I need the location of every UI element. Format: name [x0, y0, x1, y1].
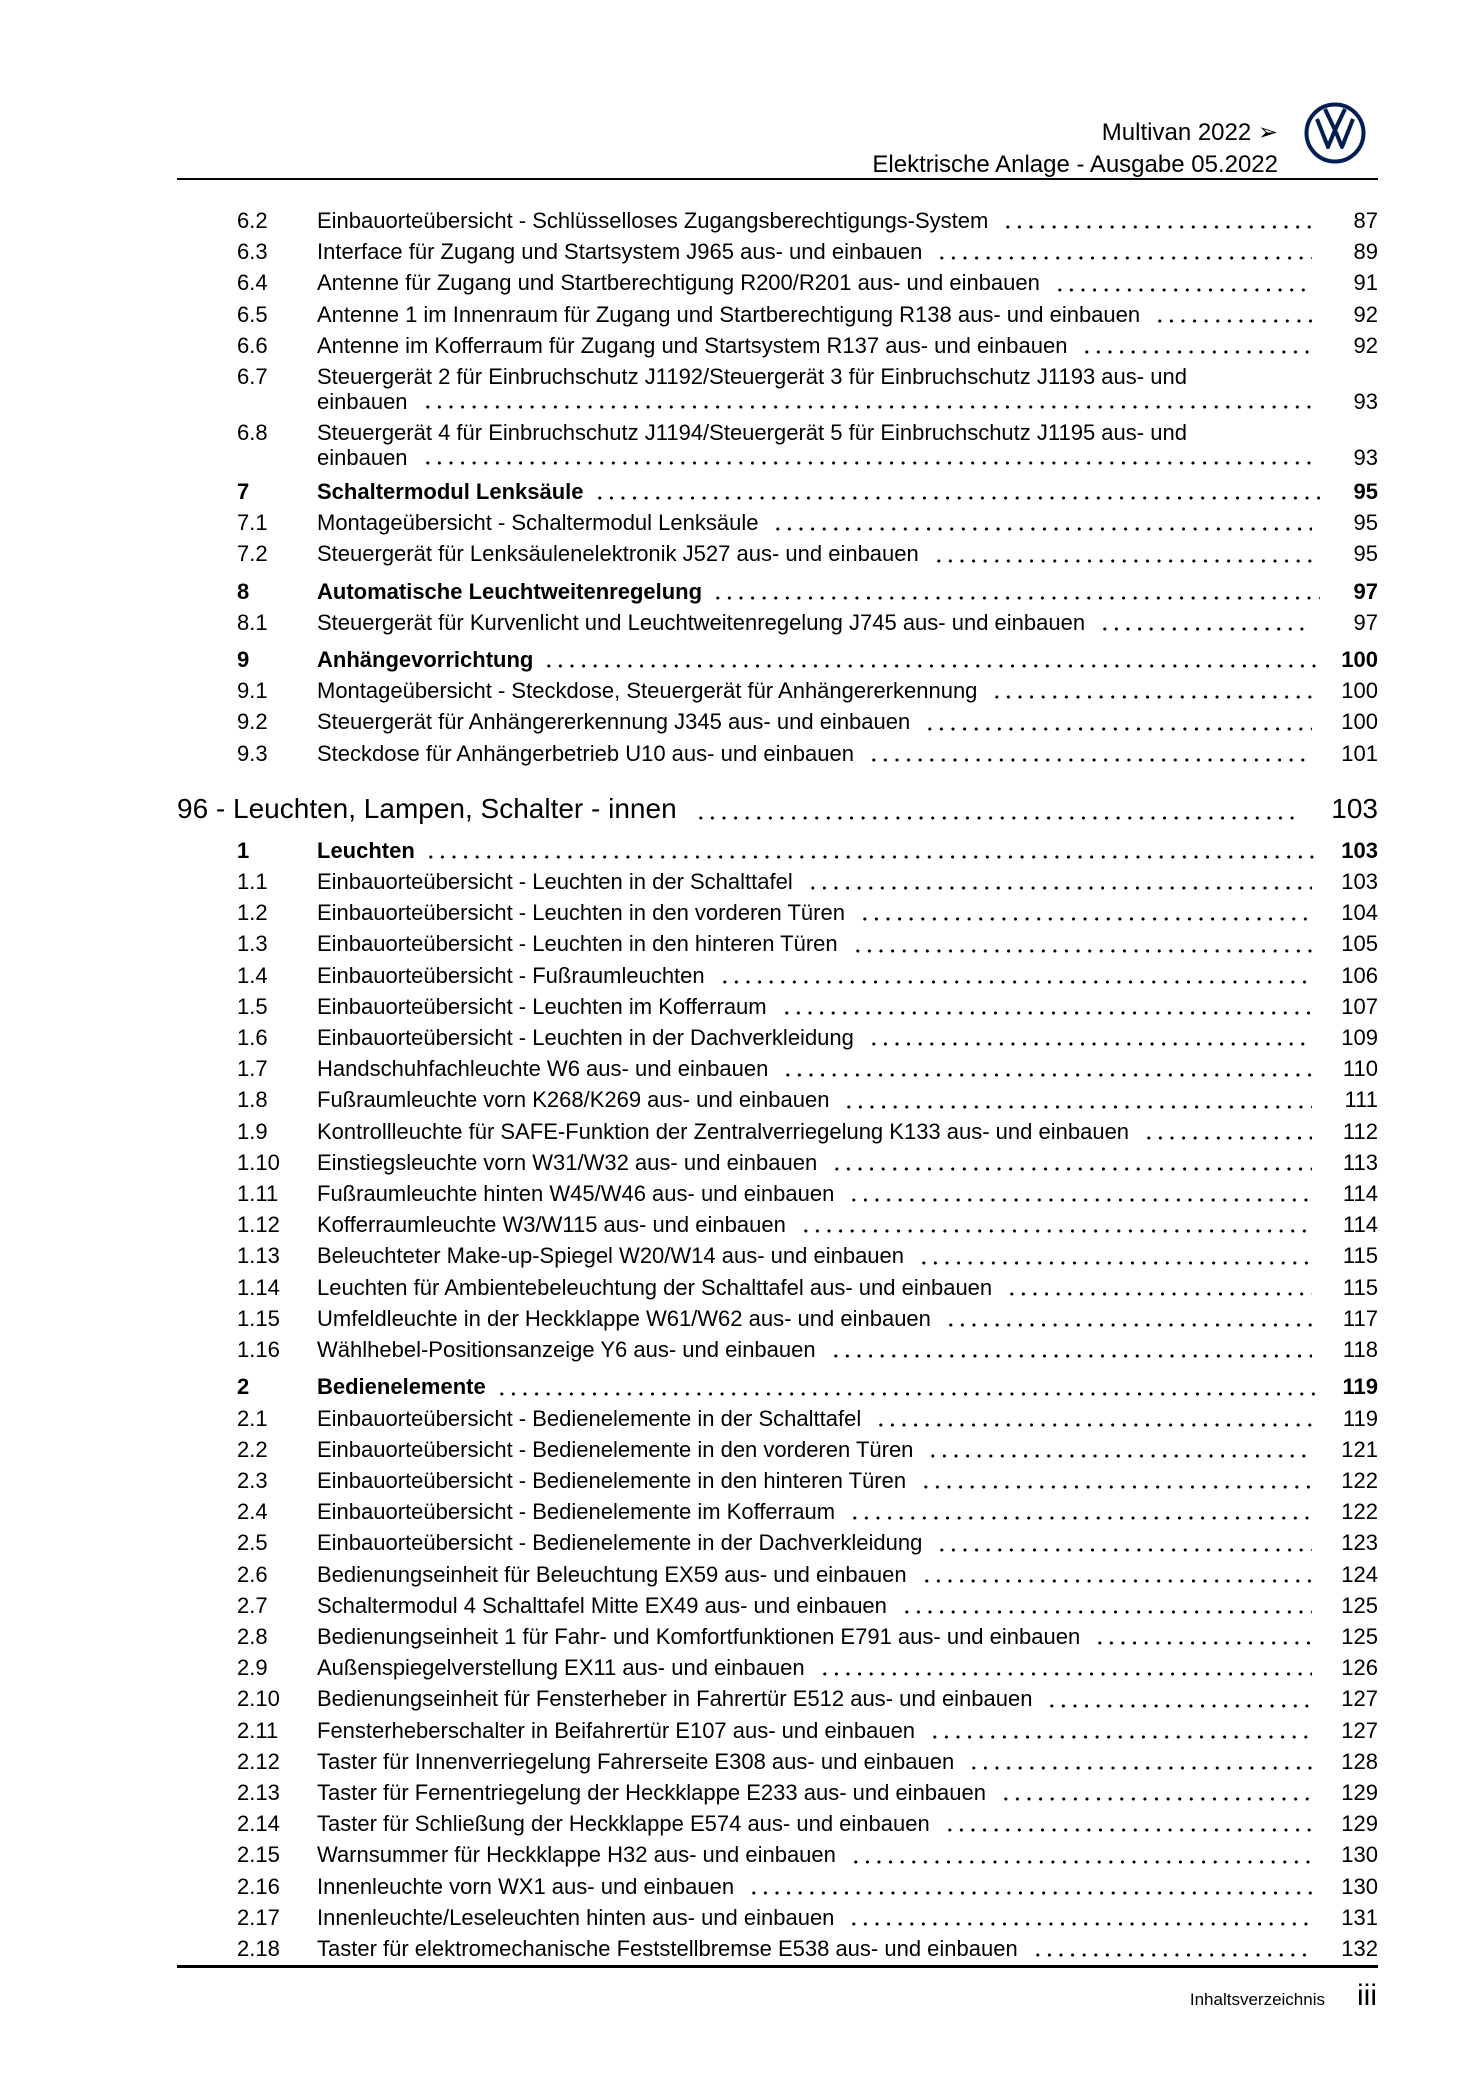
- entry-number: 1.6: [237, 1025, 268, 1051]
- entry-page: 121: [1341, 1436, 1378, 1462]
- entry-page: 130: [1341, 1842, 1378, 1868]
- entry-page: 126: [1341, 1655, 1378, 1681]
- entry-title: Bedienungseinheit für Fensterheber in Fahrertür E512 aus- und einbauen: [317, 1686, 1033, 1712]
- entry-title: Steuergerät für Lenksäulenelektronik J527 aus- und einbauen: [317, 541, 919, 567]
- dot-leader: [1099, 607, 1312, 638]
- entry-title: Steuergerät 4 für Einbruchschutz J1194/Steuergerät 5 für Einbruchschutz J1195 aus- und: [317, 420, 1187, 446]
- entry-number: 6.4: [237, 270, 268, 296]
- dot-leader: [1154, 299, 1312, 330]
- entry-number: 8.1: [237, 609, 268, 635]
- entry-page: 131: [1341, 1904, 1378, 1930]
- entry-number: 1.7: [237, 1056, 268, 1082]
- entry-page: 92: [1353, 332, 1378, 358]
- entry-page: 130: [1341, 1873, 1378, 1899]
- entry-page: 119: [1342, 1374, 1378, 1400]
- entry-title: Einbauorteübersicht - Bedienelemente im Kofferraum: [317, 1499, 836, 1525]
- dot-leader: [848, 1902, 1312, 1933]
- entry-title: Einstiegsleuchte vorn W31/W32 aus- und einbauen: [317, 1149, 818, 1175]
- entry-title: Einbauorteübersicht - Fußraumleuchten: [317, 962, 705, 988]
- toc-entry[interactable]: [177, 1053, 1378, 1084]
- entry-title: Fußraumleuchte vorn K268/K269 aus- und einbauen: [317, 1087, 830, 1113]
- entry-number: 2.13: [237, 1779, 280, 1805]
- entry-page: 105: [1341, 931, 1378, 957]
- dot-leader: [543, 644, 1320, 675]
- entry-title: Antenne 1 im Innenraum für Zugang und Startberechtigung R138 aus- und einbauen: [317, 301, 1141, 327]
- dot-leader: [594, 476, 1320, 507]
- entry-number: 1.14: [237, 1274, 280, 1300]
- dot-leader: [1000, 1777, 1312, 1808]
- toc-entry[interactable]: [177, 1403, 1378, 1434]
- entry-page: 124: [1341, 1561, 1378, 1587]
- dot-leader: [933, 539, 1312, 570]
- entry-page: 97: [1353, 609, 1378, 635]
- toc-entry[interactable]: [177, 1240, 1378, 1271]
- toc-entry[interactable]: [177, 1559, 1378, 1590]
- entry-page: 114: [1342, 1181, 1378, 1207]
- entry-number: 2.3: [237, 1467, 268, 1493]
- dot-leader: [422, 445, 1312, 470]
- dot-leader: [929, 1715, 1312, 1746]
- entry-title: Montageübersicht - Schaltermodul Lenksäule: [317, 510, 759, 536]
- entry-page: 115: [1342, 1243, 1378, 1269]
- entry-title: Steckdose für Anhängerbetrieb U10 aus- und einbauen: [317, 740, 854, 766]
- entry-title: Steuergerät für Anhängererkennung J345 aus- und einbauen: [317, 709, 911, 735]
- entry-number: 6.7: [237, 364, 268, 390]
- entry-title: Fensterheberschalter in Beifahrertür E107 aus- und einbauen: [317, 1717, 916, 1743]
- toc-entry[interactable]: [177, 897, 1378, 928]
- entry-page: 101: [1341, 740, 1378, 766]
- entry-number: 2.18: [237, 1935, 280, 1961]
- entry-number: 9: [237, 647, 250, 673]
- entry-page: 103: [1331, 792, 1378, 824]
- dot-leader: [782, 1053, 1312, 1084]
- entry-number: 6.8: [237, 420, 268, 446]
- toc-entry[interactable]: [177, 1715, 1378, 1746]
- entry-number: 9.2: [237, 709, 268, 735]
- entry-title: Fußraumleuchte hinten W45/W46 aus- und einbauen: [317, 1181, 835, 1207]
- entry-number: 2.15: [237, 1842, 280, 1868]
- toc-section[interactable]: [177, 1371, 1378, 1402]
- dot-leader: [936, 1528, 1312, 1559]
- dot-leader: [719, 960, 1312, 991]
- toc-entry[interactable]: [177, 738, 1378, 769]
- toc-entry[interactable]: [177, 960, 1378, 991]
- entry-number: 1.3: [237, 931, 268, 957]
- entry-title: Einbauorteübersicht - Leuchten in der Schalttafel: [317, 869, 793, 895]
- entry-number: 2.11: [237, 1717, 279, 1743]
- entry-page: 110: [1342, 1056, 1378, 1082]
- entry-title: Montageübersicht - Steckdose, Steuergerät für Anhängererkennung: [317, 678, 978, 704]
- toc-entry[interactable]: [177, 1303, 1378, 1334]
- table-of-contents: [177, 205, 1378, 1964]
- entry-title: Einbauorteübersicht - Schlüsselloses Zugangsberechtigungs-System: [317, 208, 989, 233]
- entry-number: 7.2: [237, 541, 268, 567]
- toc-entry[interactable]: [177, 991, 1378, 1022]
- entry-page: 132: [1341, 1935, 1378, 1961]
- entry-page: 95: [1353, 541, 1378, 567]
- entry-number: 9.3: [237, 740, 268, 766]
- entry-title: Innenleuchte vorn WX1 aus- und einbauen: [317, 1873, 735, 1899]
- entry-page: 127: [1341, 1686, 1378, 1712]
- entry-title: Taster für Schließung der Heckklappe E574 aus- und einbauen: [317, 1811, 930, 1837]
- entry-page: 100: [1341, 678, 1378, 704]
- toc-entry[interactable]: [177, 866, 1378, 897]
- toc-entry[interactable]: [177, 1434, 1378, 1465]
- entry-title: Außenspiegelverstellung EX11 aus- und einbauen: [317, 1655, 805, 1681]
- entry-title: Wählhebel-Positionsanzeige Y6 aus- und einbauen: [317, 1337, 816, 1363]
- dot-leader: [921, 1559, 1312, 1590]
- entry-number: 2.5: [237, 1530, 268, 1556]
- entry-number: 2.8: [237, 1623, 268, 1649]
- entry-page: 114: [1342, 1212, 1378, 1238]
- toc-entry[interactable]: [177, 267, 1378, 298]
- entry-title: Schaltermodul Lenksäule: [317, 479, 584, 505]
- entry-title-continued: einbauen: [317, 389, 408, 415]
- dot-leader: [852, 929, 1312, 960]
- entry-title: Beleuchteter Make-up-Spiegel W20/W14 aus- und einbauen: [317, 1243, 905, 1269]
- toc-entry[interactable]: [177, 1933, 1378, 1964]
- entry-number: 2.12: [237, 1748, 280, 1774]
- entry-page: 87: [1353, 208, 1378, 233]
- entry-number: 1.11: [237, 1181, 279, 1207]
- dot-leader: [843, 1085, 1312, 1116]
- page-number: iii: [1357, 1979, 1377, 2012]
- entry-title: Bedienelemente: [317, 1374, 486, 1400]
- entry-page: 100: [1341, 647, 1378, 673]
- toc-entry[interactable]: [177, 1147, 1378, 1178]
- entry-page: 89: [1353, 239, 1378, 265]
- entry-number: 1.1: [237, 869, 268, 895]
- entry-number: 6.5: [237, 301, 268, 327]
- dot-leader: [901, 1590, 1312, 1621]
- dot-leader: [712, 576, 1320, 607]
- entry-page: 125: [1341, 1592, 1378, 1618]
- entry-title: Einbauorteübersicht - Leuchten in der Dachverkleidung: [317, 1025, 854, 1051]
- entry-number: 2.4: [237, 1499, 268, 1525]
- dot-leader: [819, 1652, 1312, 1683]
- entry-title: Warnsummer für Heckklappe H32 aus- und einbauen: [317, 1842, 836, 1868]
- toc-entry[interactable]: [177, 1527, 1378, 1558]
- entry-page: 97: [1353, 578, 1378, 604]
- entry-number: 2.9: [237, 1655, 268, 1681]
- entry-title: Automatische Leuchtweitenregelung: [317, 578, 703, 604]
- entry-page: 129: [1341, 1811, 1378, 1837]
- entry-page: 117: [1342, 1305, 1378, 1331]
- entry-title: Bedienungseinheit 1 für Fahr- und Komfortfunktionen E791 aus- und einbauen: [317, 1623, 1081, 1649]
- header-divider: [177, 178, 1378, 180]
- entry-page: 122: [1341, 1499, 1378, 1525]
- dot-leader: [968, 1746, 1312, 1777]
- dot-leader: [807, 866, 1312, 897]
- dot-leader: [748, 1871, 1312, 1902]
- toc-entry[interactable]: [177, 1465, 1378, 1496]
- toc-entry[interactable]: [177, 1178, 1378, 1209]
- entry-number: 1.5: [237, 993, 268, 1019]
- toc-entry[interactable]: [177, 417, 1378, 470]
- toc-entry[interactable]: [177, 1839, 1378, 1870]
- dot-leader: [991, 675, 1312, 706]
- dot-leader: [1032, 1933, 1312, 1964]
- entry-page: 115: [1342, 1274, 1378, 1300]
- dot-leader: [830, 1334, 1312, 1365]
- entry-title: Taster für Innenverriegelung Fahrerseite E308 aus- und einbauen: [317, 1748, 955, 1774]
- entry-page: 119: [1342, 1405, 1378, 1431]
- entry-title: Interface für Zugang und Startsystem J965 aus- und einbauen: [317, 239, 923, 265]
- entry-title: Steuergerät für Kurvenlicht und Leuchtweitenregelung J745 aus- und einbauen: [317, 609, 1086, 635]
- toc-section[interactable]: [177, 576, 1378, 607]
- entry-page: 103: [1341, 837, 1378, 863]
- entry-number: 1.15: [237, 1305, 280, 1331]
- toc-entry[interactable]: [177, 675, 1378, 706]
- toc-entry[interactable]: [177, 507, 1378, 538]
- entry-page: 91: [1353, 270, 1378, 296]
- dot-leader: [781, 991, 1312, 1022]
- entry-number: 2.17: [237, 1904, 280, 1930]
- entry-number: 1.8: [237, 1087, 268, 1113]
- entry-page: 106: [1341, 962, 1378, 988]
- entry-number: 1.13: [237, 1243, 280, 1269]
- entry-title-continued: einbauen: [317, 445, 408, 471]
- entry-page: 95: [1353, 479, 1378, 505]
- entry-title: Einbauorteübersicht - Bedienelemente in den hinteren Türen: [317, 1467, 907, 1493]
- entry-number: 1.2: [237, 900, 268, 926]
- entry-number: 1: [237, 837, 250, 863]
- dot-leader: [868, 1022, 1312, 1053]
- entry-page: 109: [1341, 1025, 1378, 1051]
- toc-entry[interactable]: [177, 330, 1378, 361]
- toc-entry[interactable]: [177, 1746, 1378, 1777]
- dot-leader: [425, 835, 1320, 866]
- toc-entry[interactable]: [177, 1621, 1378, 1652]
- entry-page: 122: [1341, 1467, 1378, 1493]
- entry-page: 129: [1341, 1779, 1378, 1805]
- entry-title: 96 - Leuchten, Lampen, Schalter - innen: [177, 792, 677, 824]
- entry-title: Leuchten: [317, 837, 415, 863]
- dot-leader: [1094, 1621, 1312, 1652]
- entry-number: 6.3: [237, 239, 268, 265]
- entry-page: 100: [1341, 709, 1378, 735]
- dot-leader: [875, 1403, 1312, 1434]
- entry-number: 2.16: [237, 1873, 280, 1899]
- entry-title: Einbauorteübersicht - Leuchten in den vorderen Türen: [317, 900, 845, 926]
- toc-entry[interactable]: [177, 1652, 1378, 1683]
- entry-title: Kofferraumleuchte W3/W115 aus- und einbauen: [317, 1212, 786, 1238]
- entry-title: Einbauorteübersicht - Leuchten in den hinteren Türen: [317, 931, 838, 957]
- dot-leader: [918, 1241, 1312, 1272]
- entry-title: Umfeldleuchte in der Heckklappe W61/W62 aus- und einbauen: [317, 1305, 931, 1331]
- entry-number: 1.12: [237, 1212, 280, 1238]
- toc-entry[interactable]: [177, 236, 1378, 267]
- dot-leader: [800, 1209, 1312, 1240]
- entry-page: 95: [1353, 510, 1378, 536]
- entry-title: Steuergerät 2 für Einbruchschutz J1192/Steuergerät 3 für Einbruchschutz J1193 aus- und: [317, 364, 1187, 390]
- entry-number: 6.2: [237, 208, 268, 233]
- entry-title: Einbauorteübersicht - Leuchten im Kofferraum: [317, 993, 767, 1019]
- dot-leader: [496, 1372, 1320, 1403]
- entry-page: 118: [1342, 1337, 1378, 1363]
- toc-entry[interactable]: [177, 1209, 1378, 1240]
- entry-title: Schaltermodul 4 Schalttafel Mitte EX49 aus- und einbauen: [317, 1592, 887, 1618]
- entry-number: 2.7: [237, 1592, 268, 1618]
- entry-number: 2.1: [237, 1405, 268, 1431]
- toc-entry[interactable]: [177, 361, 1378, 414]
- toc-entry[interactable]: [177, 1272, 1378, 1303]
- toc-entry[interactable]: [177, 1084, 1378, 1115]
- entry-title: Handschuhfachleuchte W6 aus- und einbauen: [317, 1056, 769, 1082]
- toc-entry[interactable]: [177, 1022, 1378, 1053]
- entry-page: 93: [1353, 445, 1378, 471]
- entry-number: 2.10: [237, 1686, 280, 1712]
- entry-page: 103: [1341, 869, 1378, 895]
- entry-number: 1.16: [237, 1337, 280, 1363]
- toc-chapter[interactable]: [177, 789, 1378, 829]
- entry-title: Taster für elektromechanische Feststellbremse E538 aus- und einbauen: [317, 1935, 1018, 1961]
- toc-entry[interactable]: [177, 706, 1378, 737]
- entry-page: 112: [1342, 1118, 1378, 1144]
- entry-title: Einbauorteübersicht - Bedienelemente in den vorderen Türen: [317, 1436, 914, 1462]
- toc-entry[interactable]: [177, 1590, 1378, 1621]
- header-manual-edition: Elektrische Anlage - Ausgabe 05.2022: [872, 151, 1278, 178]
- entry-title: Einbauorteübersicht - Bedienelemente in der Dachverkleidung: [317, 1530, 923, 1556]
- entry-number: 2.2: [237, 1436, 268, 1462]
- header-model: Multivan 2022 ➢: [1101, 119, 1278, 146]
- dot-leader: [849, 1496, 1312, 1527]
- entry-page: 93: [1353, 389, 1378, 415]
- entry-page: 92: [1353, 301, 1378, 327]
- entry-number: 6.6: [237, 332, 268, 358]
- dot-leader: [1006, 1272, 1312, 1303]
- dot-leader: [920, 1465, 1312, 1496]
- entry-title: Taster für Fernentriegelung der Heckklappe E233 aus- und einbauen: [317, 1779, 986, 1805]
- entry-title: Bedienungseinheit für Beleuchtung EX59 aus- und einbauen: [317, 1561, 907, 1587]
- toc-entry[interactable]: [177, 538, 1378, 569]
- entry-title: Antenne für Zugang und Startberechtigung R200/R201 aus- und einbauen: [317, 270, 1040, 296]
- entry-page: 107: [1341, 993, 1378, 1019]
- entry-number: 2.14: [237, 1811, 280, 1837]
- dot-leader: [936, 236, 1312, 267]
- toc-entry[interactable]: [177, 928, 1378, 959]
- entry-number: 1.10: [237, 1149, 280, 1175]
- dot-leader: [850, 1840, 1312, 1871]
- toc-entry[interactable]: [177, 299, 1378, 330]
- entry-title: Antenne im Kofferraum für Zugang und Startsystem R137 aus- und einbauen: [317, 332, 1068, 358]
- toc-entry[interactable]: [177, 1683, 1378, 1714]
- entry-title: Innenleuchte/Leseleuchten hinten aus- und einbauen: [317, 1904, 835, 1930]
- dot-leader: [772, 507, 1312, 538]
- entry-page: 104: [1341, 900, 1378, 926]
- dot-leader: [1143, 1116, 1312, 1147]
- dot-leader: [924, 707, 1312, 738]
- toc-entry[interactable]: [177, 1808, 1378, 1839]
- dot-leader: [868, 738, 1312, 769]
- toc-entry[interactable]: [177, 1871, 1378, 1902]
- dot-leader: [422, 389, 1312, 414]
- entry-page: 125: [1341, 1623, 1378, 1649]
- toc-entry[interactable]: [177, 1496, 1378, 1527]
- entry-page: 123: [1341, 1530, 1378, 1556]
- dot-leader: [859, 897, 1312, 928]
- toc-section[interactable]: [177, 835, 1378, 866]
- entry-number: 1.4: [237, 962, 268, 988]
- dot-leader: [1054, 268, 1312, 299]
- entry-title: Kontrollleuchte für SAFE-Funktion der Zentralverriegelung K133 aus- und einbauen: [317, 1118, 1130, 1144]
- footer-divider: [177, 1965, 1378, 1968]
- dot-leader: [1081, 330, 1312, 361]
- dot-leader: [945, 1303, 1312, 1334]
- toc-entry[interactable]: [177, 205, 1378, 236]
- entry-title: Einbauorteübersicht - Bedienelemente in der Schalttafel: [317, 1405, 862, 1431]
- toc-section[interactable]: [177, 476, 1378, 507]
- dot-leader: [927, 1434, 1312, 1465]
- entry-title: Anhängevorrichtung: [317, 647, 534, 673]
- dot-leader: [831, 1147, 1312, 1178]
- footer-section-title: Inhaltsverzeichnis: [1189, 1990, 1325, 2009]
- entry-number: 8: [237, 578, 250, 604]
- entry-number: 1.9: [237, 1118, 268, 1144]
- entry-page: 128: [1341, 1748, 1378, 1774]
- entry-number: 2: [237, 1374, 250, 1400]
- entry-number: 9.1: [237, 678, 268, 704]
- entry-page: 113: [1342, 1149, 1378, 1175]
- entry-number: 7.1: [237, 510, 268, 536]
- dot-leader: [848, 1178, 1312, 1209]
- entry-number: 2.6: [237, 1561, 268, 1587]
- dot-leader: [695, 789, 1298, 829]
- entry-page: 127: [1341, 1717, 1378, 1743]
- dot-leader: [944, 1808, 1312, 1839]
- toc-entry[interactable]: [177, 1902, 1378, 1933]
- dot-leader: [1046, 1684, 1312, 1715]
- toc-entry[interactable]: [177, 1334, 1378, 1365]
- entry-page: 111: [1344, 1087, 1378, 1113]
- toc-entry[interactable]: [177, 607, 1378, 638]
- entry-title: Leuchten für Ambientebeleuchtung der Schalttafel aus- und einbauen: [317, 1274, 993, 1300]
- toc-entry[interactable]: [177, 1116, 1378, 1147]
- entry-number: 7: [237, 479, 250, 505]
- toc-section[interactable]: [177, 644, 1378, 675]
- vw-logo-icon: [1304, 102, 1366, 164]
- dot-leader: [1002, 205, 1312, 236]
- toc-entry[interactable]: [177, 1777, 1378, 1808]
